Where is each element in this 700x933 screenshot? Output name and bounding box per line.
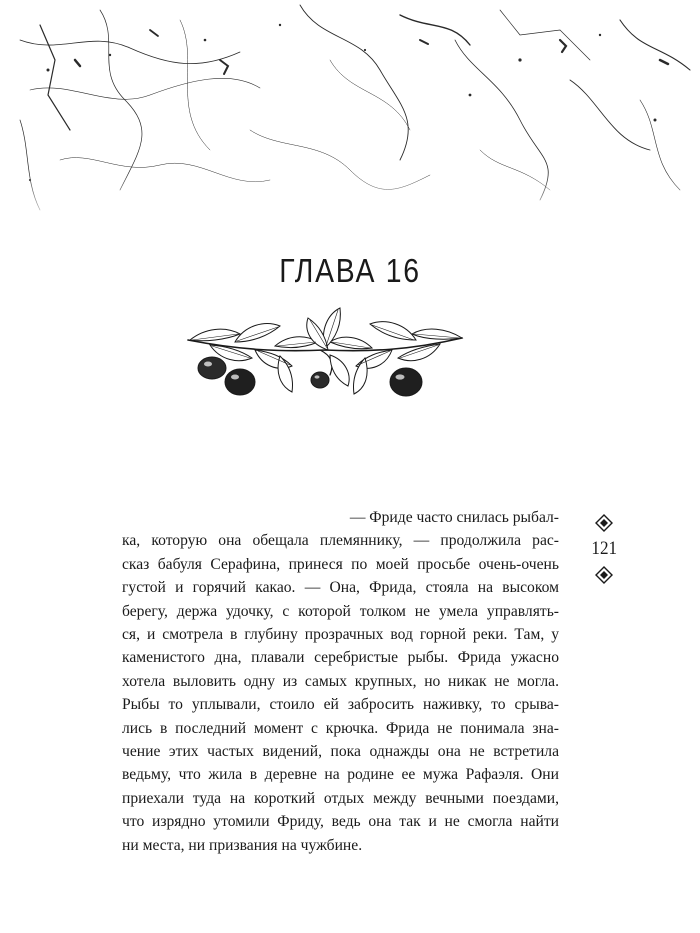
marble-header-texture <box>0 0 700 230</box>
text-line: сказ бабуля Серафина, принеся по моей просьбе очень-очень <box>122 555 559 573</box>
text-line: ся, и смотрела в глубину прозрачных вод горной реки. Там, у <box>122 626 559 644</box>
text-line: ведьму, что жила в деревне на родине ее мужа Рафаэля. Они <box>122 766 559 784</box>
olive-branch-ornament <box>180 300 470 412</box>
text-line: каменистого дна, плавали серебристые рыбы. Фрида ужасно <box>122 649 559 667</box>
text-line: густой и горячий какао. — Она, Фрида, стояла на высоком <box>122 579 559 597</box>
text-line: хотела выловить одну из самых крупных, но никак не могла. <box>122 672 559 690</box>
text-line: — Фриде часто снилась рыбал- <box>349 509 559 526</box>
page-number: 121 <box>591 538 617 559</box>
text-line: лись в последний момент с крючка. Фрида не понимала зна- <box>122 719 559 737</box>
text-line: ни места, ни призвания на чужбине. <box>122 836 363 854</box>
text-line: ка, которую она обещала племяннику, — продолжила рас- <box>122 532 559 550</box>
text-line: берегу, держа удочку, с которой толком не умела управлять- <box>122 602 559 620</box>
text-line: чение этих частых видений, пока однажды она не встретила <box>122 743 559 761</box>
chapter-title: ГЛАВА 16 <box>279 252 421 289</box>
text-line: приехали туда на короткий отдых между вечными поездами, <box>122 789 559 807</box>
diamond-ornament-icon <box>595 566 613 584</box>
diamond-ornament-icon <box>595 514 613 532</box>
chapter-body-text <box>122 506 559 857</box>
text-line: Рыбы то уплывали, стоило ей забросить наживку, то срыва- <box>122 696 559 714</box>
text-line: что изрядно утомили Фриду, ведь она так и не смогла найти <box>122 813 559 831</box>
page-marker <box>588 514 620 584</box>
